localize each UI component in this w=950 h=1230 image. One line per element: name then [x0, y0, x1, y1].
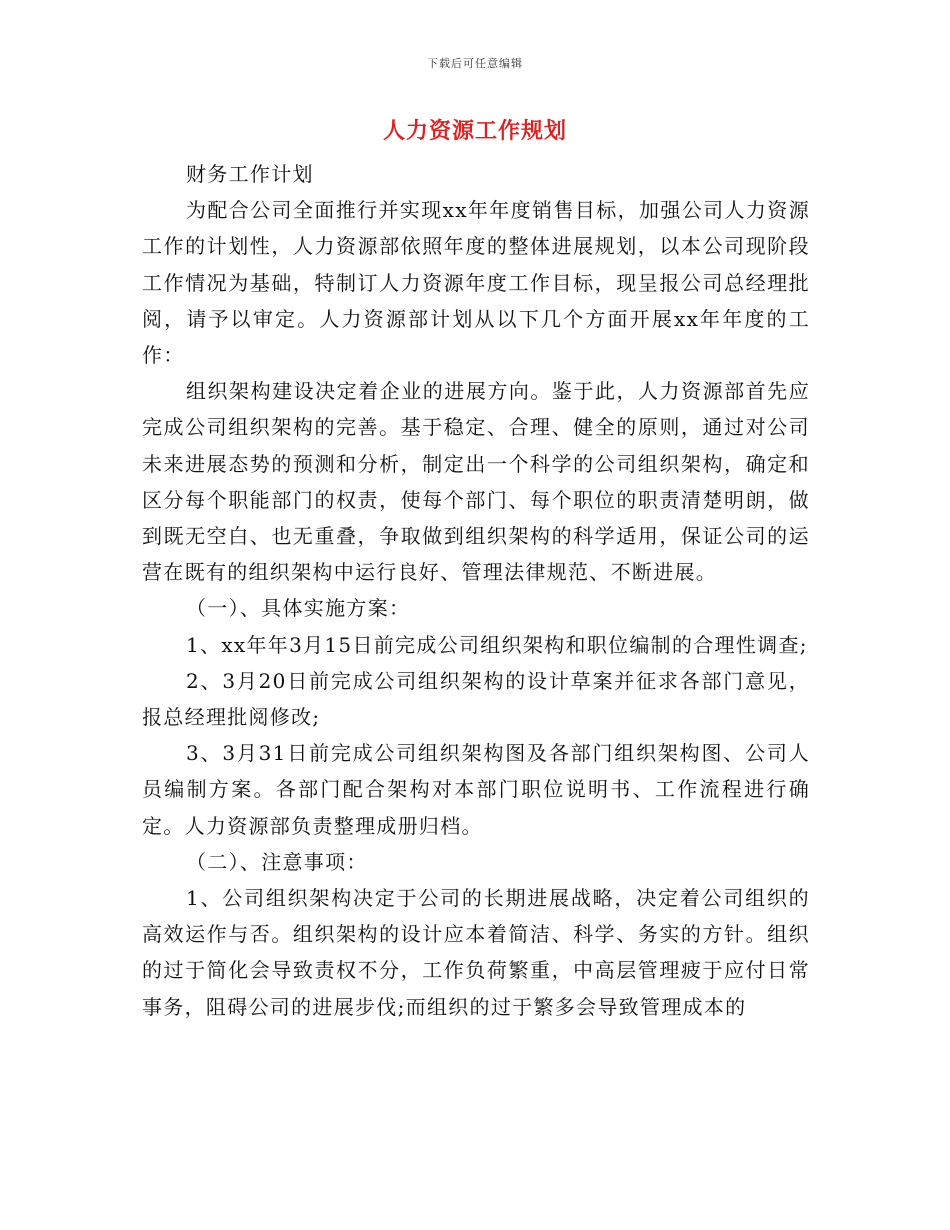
- section-heading-implementation: （一）、具体实施方案：: [186, 596, 411, 621]
- list-item: 1、公司组织架构决定于公司的长期进展战略，决定着公司组织的高效运作与否。组织架构的设计应本着简洁、科学、务实的方针。组织的过于简化会导致责权不分，工作负荷繁重，中高层管理疲于应付日常事务，阻碍公司的进展步伐;而组织的过于繁多会导致管理成本的: [142, 886, 810, 1019]
- list-item: 1、xx年年3月15日前完成公司组织架构和职位编制的合理性调查;: [186, 632, 808, 657]
- list-item: 3、3月31日前完成公司组织架构图及各部门组织架构图、公司人员编制方案。各部门配合架构对本部门职位说明书、工作流程进行确定。人力资源部负责整理成册归档。: [142, 741, 810, 838]
- list-item: 2、3月20日前完成公司组织架构的设计草案并征求各部门意见，报总经理批阅修改;: [142, 668, 810, 730]
- section-heading-notes: （二）、注意事项：: [186, 849, 368, 874]
- header-note: 下载后可任意编辑: [427, 57, 523, 70]
- paragraph-intro: 为配合公司全面推行并实现xx年年度销售目标，加强公司人力资源工作的计划性，人力资源部依照年度的整体进展规划，以本公司现阶段工作情况为基础，特制订人力资源年度工作目标，现呈报公司总经理批阅，请予以审定。人力资源部计划从以下几个方面开展xx年年度的工作：: [142, 198, 810, 368]
- paragraph-org-structure: 组织架构建设决定着企业的进展方向。鉴于此，人力资源部首先应完成公司组织架构的完善。基于稳定、合理、健全的原则，通过对公司未来进展态势的预测和分析，制定出一个科学的公司组织架构，确定和区分每个职能部门的权责，使每个部门、每个职位的职责清楚明朗，做到既无空白、也无重叠，争取做到组织架构的科学适用，保证公司的运营在既有的组织架构中运行良好、管理法律规范、不断进展。: [142, 379, 810, 585]
- document-body: [142, 156, 810, 1025]
- document-title: 人力资源工作规划: [382, 118, 567, 144]
- paragraph-subtitle: 财务工作计划: [186, 162, 314, 186]
